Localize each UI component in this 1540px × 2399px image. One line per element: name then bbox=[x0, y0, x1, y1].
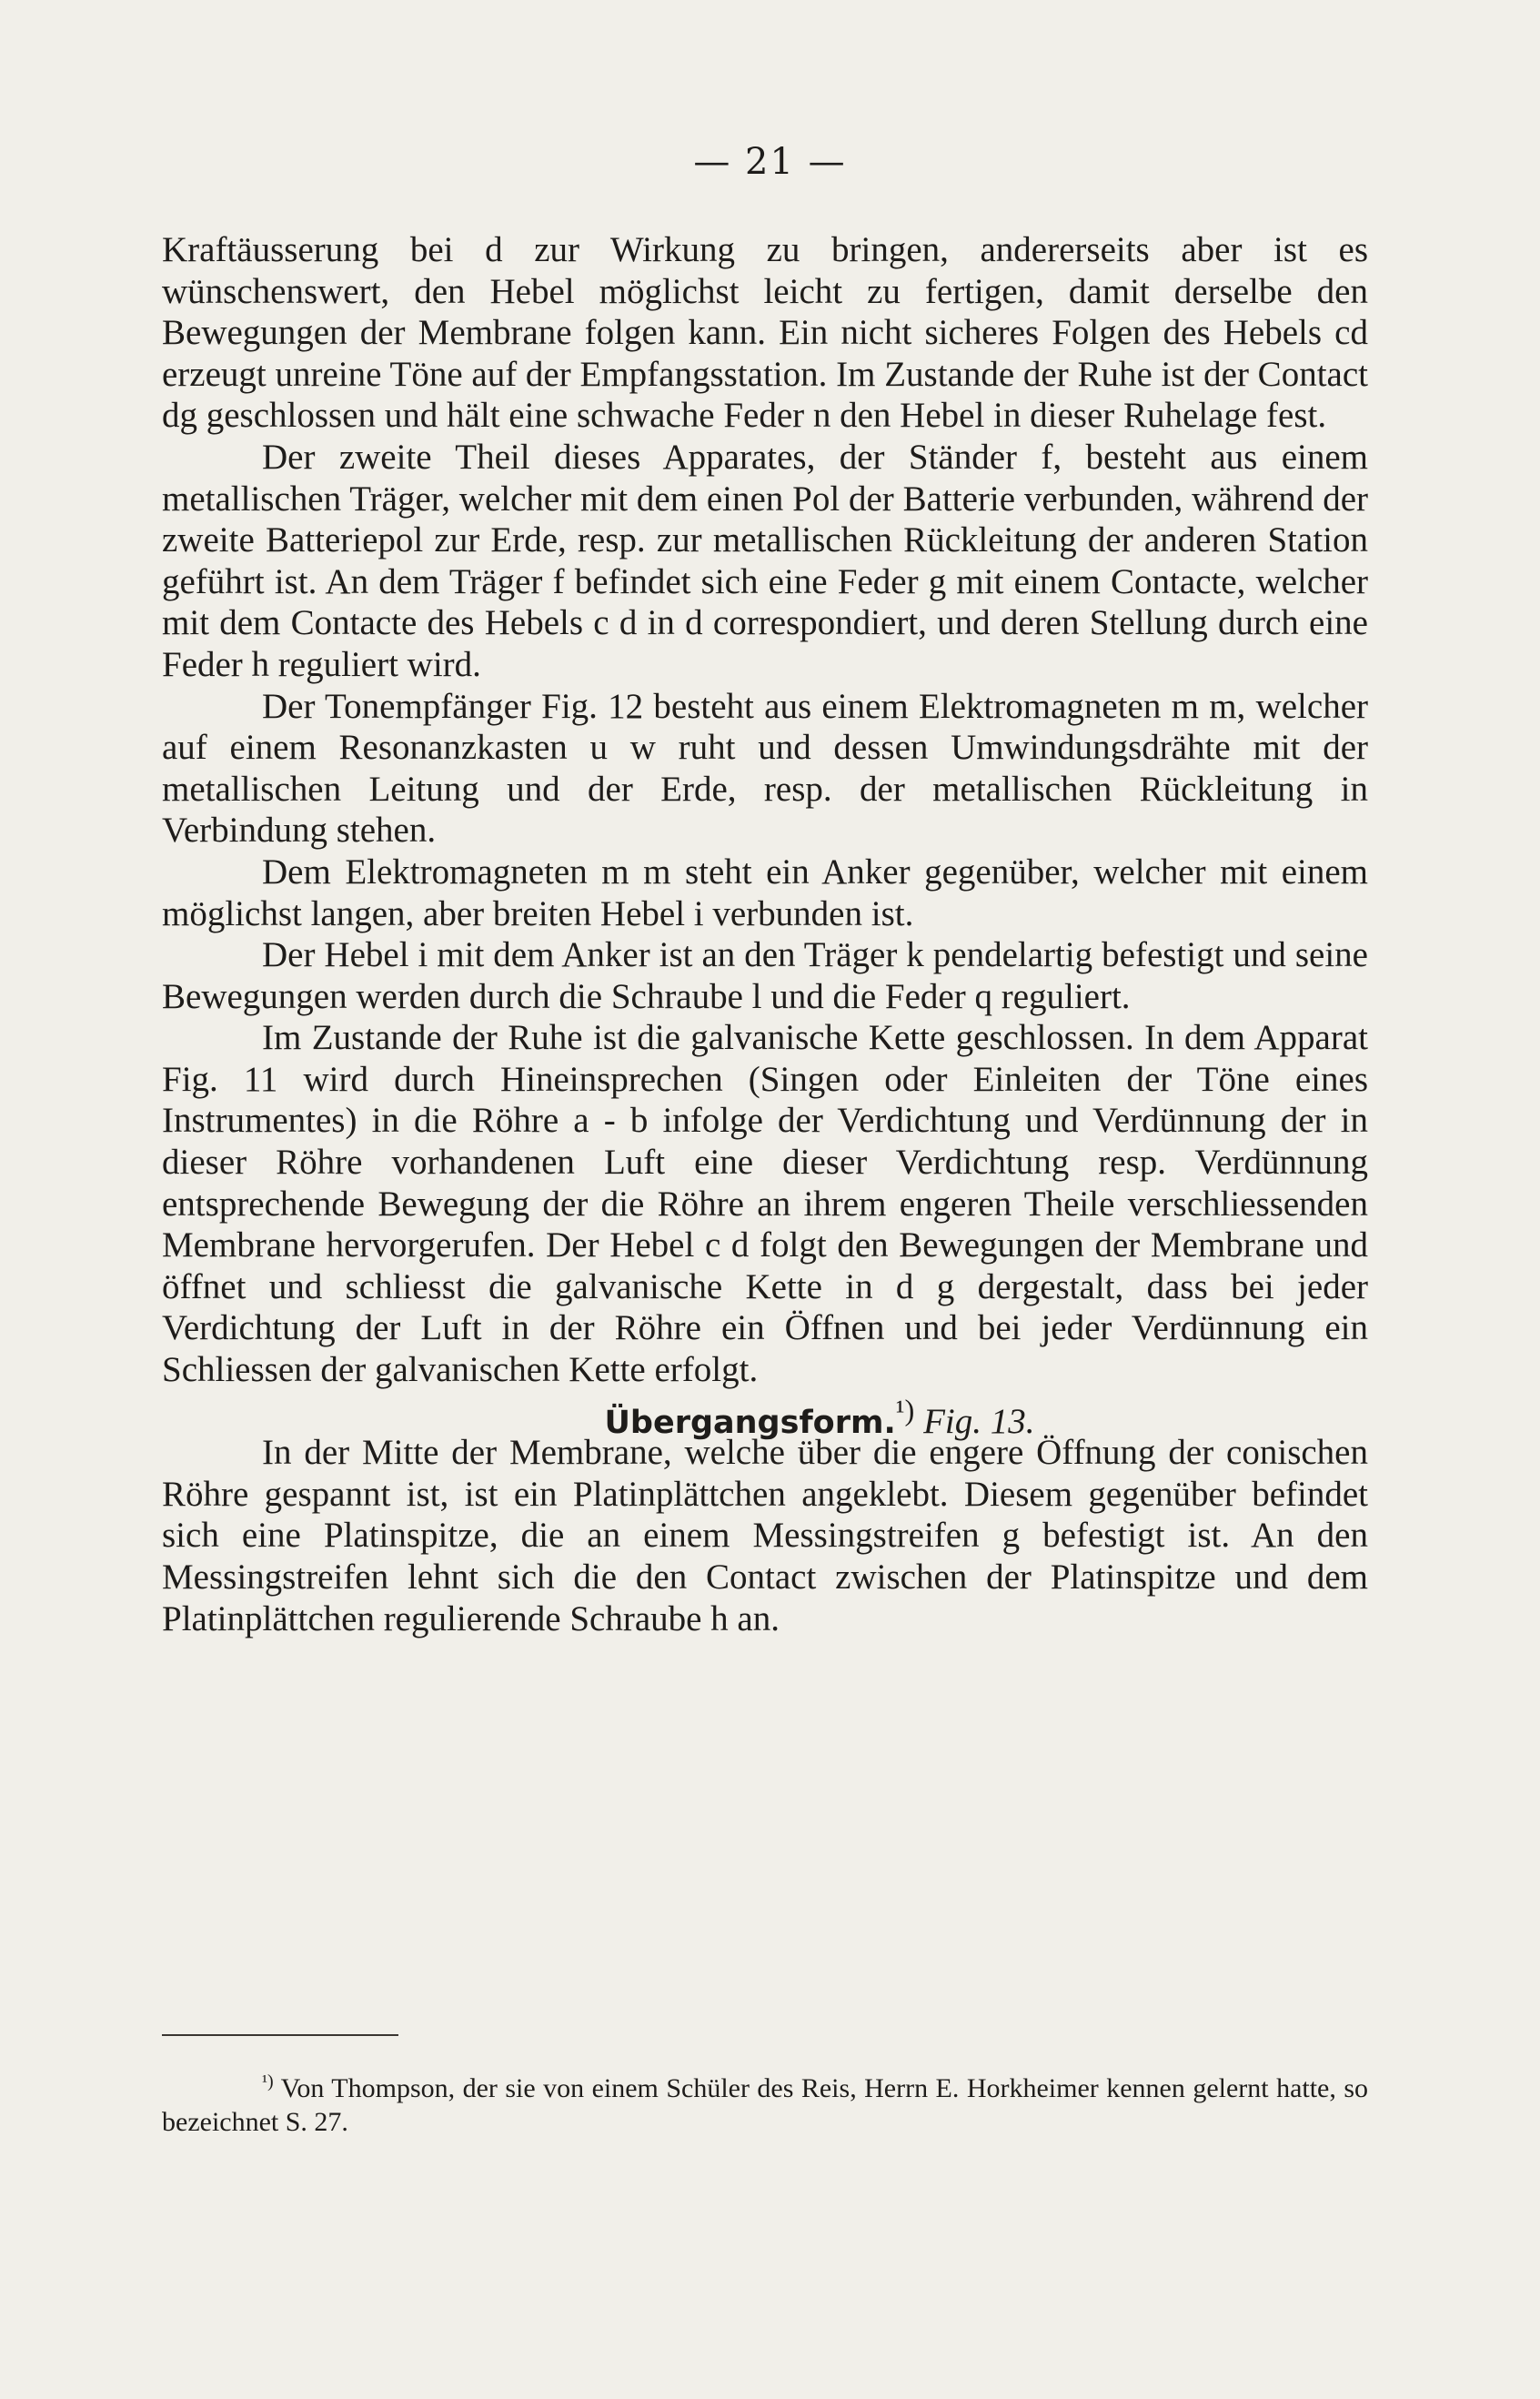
paragraph: Im Zustande der Ruhe ist die galvanische Kette geschlossen. In dem Apparat Fig. 11 wird durch Hineinsprechen (Singen oder Einleiten der Töne eines Instrumentes) in die Röhre a - b infolge der Verdichtung und Verdünnung der in dieser Röhre vorhandenen Luft eine dieser Verdichtung resp. Verdünnung entsprechende Bewegung der die Röhre an ihrem engeren Theile verschliessenden Membrane hervorgerufen. Der Hebel c d folgt den Bewegungen der Membrane und öffnet und schliesst die galvanische Kette in d g dergestalt, dass bei jeder Verdichtung der Luft in der Röhre ein Öffnen und bei jeder Verdünnung ein Schliessen der galvanischen Kette erfolgt. bbox=[162, 1018, 1368, 1390]
footnote-divider bbox=[162, 2034, 398, 2036]
footnote bbox=[162, 2065, 1368, 2139]
section-heading-title: Übergangsform. bbox=[604, 1404, 896, 1441]
paragraph-continued: Kraftäusserung bei d zur Wirkung zu bringen, andererseits aber ist es wünschenswert, den Hebel möglichst leicht zu fertigen, damit derselbe den Bewegungen der Membrane folgen kann. Ein nicht sicheres Folgen des Hebels cd erzeugt unreine Töne auf der Empfangsstation. Im Zustande der Ruhe ist der Contact dg geschlossen und hält eine schwache Feder n den Hebel in dieser Ruhelage fest. bbox=[162, 230, 1368, 436]
body-text bbox=[162, 229, 1368, 1639]
paragraph: Der Hebel i mit dem Anker ist an den Träger k pendelartig befestigt und seine Bewegungen werden durch die Schraube l und die Feder q reguliert. bbox=[162, 935, 1368, 1016]
paragraph: Der zweite Theil dieses Apparates, der Ständer f, besteht aus einem metallischen Träger, welcher mit dem einen Pol der Batterie verbunden, während der zweite Batteriepol zur Erde, resp. zur metallischen Rückleitung der anderen Station geführt ist. An dem Träger f befindet sich eine Feder g mit einem Contacte, welcher mit dem Contacte des Hebels c d in d correspondiert, und deren Stellung durch eine Feder h reguliert wird. bbox=[162, 437, 1368, 684]
footnote-marker: ¹) bbox=[262, 2071, 274, 2092]
paragraph: Dem Elektromagneten m m steht ein Anker gegenüber, welcher mit einem möglichst langen, aber breiten Hebel i verbunden ist. bbox=[162, 852, 1368, 933]
paragraph: In der Mitte der Membrane, welche über die engere Öffnung der conischen Röhre gespannt ist, ist ein Platinplättchen angeklebt. Diesem gegenüber befindet sich eine Platinspitze, die an einem Messingstreifen g befestigt ist. An den Messingstreifen lehnt sich die den Contact zwischen der Platinspitze und dem Platinplättchen regulierende Schraube h an. bbox=[162, 1433, 1368, 1638]
paragraph: Der Tonempfänger Fig. 12 besteht aus einem Elektromagneten m m, welcher auf einem Resonanzkasten u w ruht und dessen Umwindungsdrähte mit der metallischen Leitung und der Erde, resp. der metallischen Rückleitung in Verbindung stehen. bbox=[162, 686, 1368, 851]
footnote-text: Von Thompson, der sie von einem Schüler des Reis, Herrn E. Horkheimer kennen gelernt hatte, so bezeichnet S. 27. bbox=[162, 2073, 1368, 2137]
footnote-reference: ¹) bbox=[895, 1394, 915, 1427]
page-number: — 21 — bbox=[693, 141, 847, 183]
section-heading bbox=[162, 1391, 1368, 1441]
figure-reference: Fig. 13. bbox=[923, 1401, 1035, 1441]
